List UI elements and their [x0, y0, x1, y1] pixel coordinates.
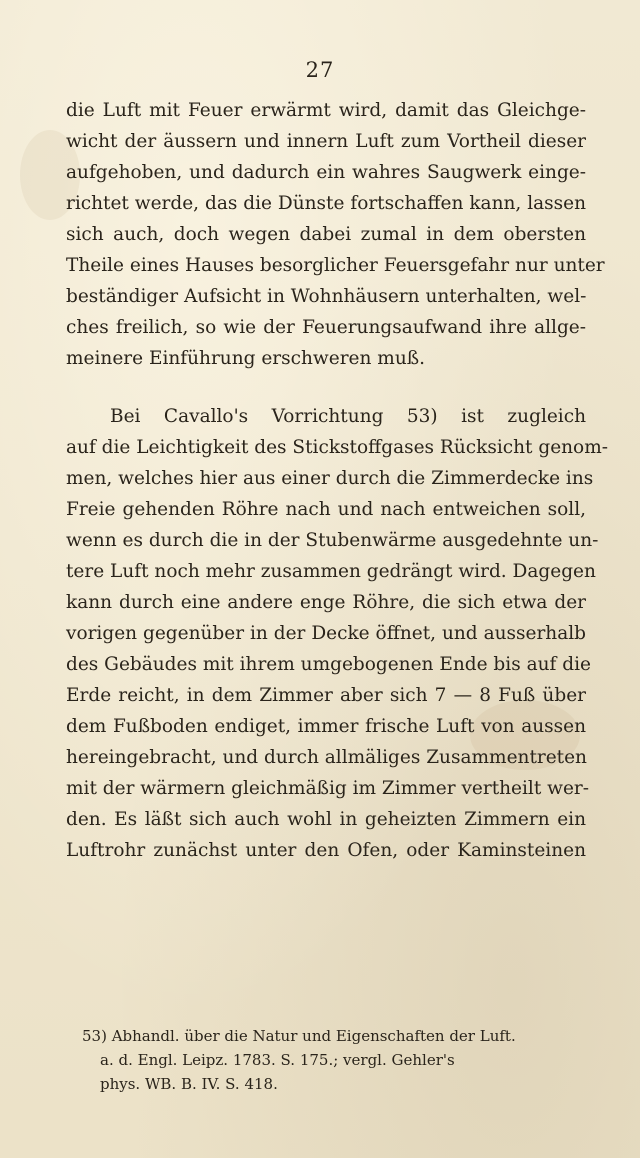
footnote [82, 1024, 568, 1096]
text-line: den. Es läßt sich auch wohl in geheizten Zimmern ein [66, 809, 586, 830]
text-line: ches freilich, so wie der Feuerungsaufwand ihre allge- [66, 317, 586, 338]
text-line: meinere Einführung erschweren muß. [66, 348, 425, 369]
text-line: kann durch eine andere enge Röhre, die sich etwa der [66, 592, 586, 613]
text-line: Freie gehenden Röhre nach und nach entweichen soll, [66, 499, 586, 520]
text-line: vorigen gegenüber in der Decke öffnet, und ausserhalb [66, 623, 586, 644]
text-line: Luftrohr zunächst unter den Ofen, oder Kaminsteinen [66, 840, 586, 861]
text-line: Erde reicht, in dem Zimmer aber sich 7 — 8 Fuß über [66, 685, 586, 706]
footnote-line: a. d. Engl. Leipz. 1783. S. 175.; vergl. Gehler's [100, 1051, 455, 1069]
text-line: men, welches hier aus einer durch die Zimmerdecke ins [66, 468, 594, 489]
text-line: hereingebracht, und durch allmäliges Zusammentreten [66, 747, 587, 768]
text-line: wicht der äussern und innern Luft zum Vortheil dieser [66, 131, 586, 152]
text-line: die Luft mit Feuer erwärmt wird, damit das Gleichge- [66, 100, 586, 121]
text-line: tere Luft noch mehr zusammen gedrängt wird. Dagegen [66, 561, 596, 582]
text-line: sich auch, doch wegen dabei zumal in dem obersten [66, 224, 586, 245]
text-line: mit der wärmern gleichmäßig im Zimmer vertheilt wer- [66, 778, 590, 799]
paragraph-gap [66, 374, 586, 401]
text-line: des Gebäudes mit ihrem umgebogenen Ende bis auf die [66, 654, 591, 675]
main-text [66, 95, 608, 866]
text-line: wenn es durch die in der Stubenwärme ausgedehnte un- [66, 530, 599, 551]
text-line: aufgehoben, und dadurch ein wahres Saugwerk einge- [66, 162, 586, 183]
text-line: beständiger Aufsicht in Wohnhäusern unterhalten, wel- [66, 286, 587, 307]
text-line: Bei Cavallo's Vorrichtung 53) ist zugleich [110, 406, 586, 427]
text-line: Theile eines Hauses besorglicher Feuersgefahr nur unter [66, 255, 605, 276]
text-line: auf die Leichtigkeit des Stickstoffgases Rücksicht genom- [66, 437, 608, 458]
footnote-line: 53) Abhandl. über die Natur und Eigenschaften der Luft. [82, 1027, 516, 1045]
text-line: richtet werde, das die Dünste fortschaffen kann, lassen [66, 193, 586, 214]
page-number: 27 [305, 58, 335, 82]
footnote-line: phys. WB. B. IV. S. 418. [100, 1075, 278, 1093]
text-line: dem Fußboden endiget, immer frische Luft von aussen [66, 716, 586, 737]
